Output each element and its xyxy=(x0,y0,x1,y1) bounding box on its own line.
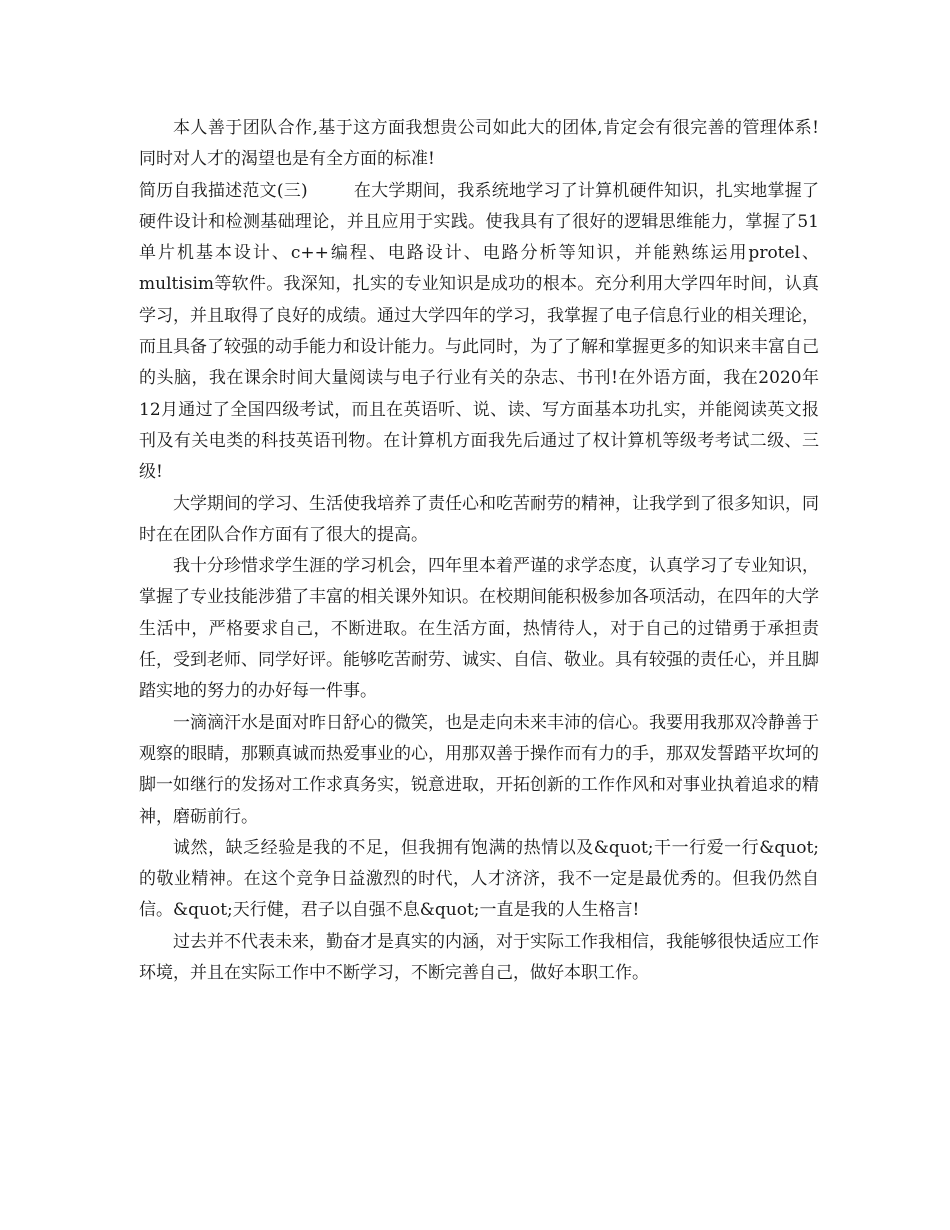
section-heading: 简历自我描述范文(三) xyxy=(139,180,308,201)
paragraph-teamwork: 本人善于团队合作,基于这方面我想贵公司如此大的团体,肯定会有很完善的管理体系!同时对人才的渴望也是有全方面的标准! xyxy=(139,118,819,170)
paragraph-university-text: 在大学期间，我系统地学习了计算机硬件知识，扎实地掌握了硬件设计和检测基础理论，并且应用于实践。使我具有了很好的逻辑思维能力，掌握了51单片机基本设计、c++编程、电路设计、电路分析等知识，并能熟练运用protel、multisim等软件。我深知，扎实的专业知识是成功的根本。充分利用大学四年时间，认真学习，并且取得了良好的成绩。通过大学四年的学习，我掌握了电子信息行业的相关理论，而且具备了较强的动手能力和设计能力。与此同时，为了了解和掌握更多的知识来丰富自己的头脑，我在课余时间大量阅读与电子行业有关的杂志、书刊!在外语方面，我在2020年12月通过了全国四级考试，而且在英语听、说、读、写方面基本功扎实，并能阅读英文报刊及有关电类的科技英语刊物。在计算机方面我先后通过了权计算机等级考考试二级、三级! xyxy=(139,180,819,483)
paragraph-sweat-and-confidence: 一滴滴汗水是面对昨日舒心的微笑，也是走向未来丰沛的信心。我要用我那双冷静善于观察的眼睛，那颗真诚而热爱事业的心，用那双善于操作而有力的手，那双发誓踏平坎坷的脚一如继行的发扬对工作求真务实，锐意进取，开拓创新的工作作风和对事业执着追求的精神，磨砺前行。 xyxy=(139,712,819,827)
paragraph-learning-opportunity: 我十分珍惜求学生涯的学习机会，四年里本着严谨的求学态度，认真学习了专业知识，掌握了专业技能涉猎了丰富的相关课外知识。在校期间能积极参加各项活动，在四年的大学生活中，严格要求自己，不断进取。在生活方面，热情待人，对于自己的过错勇于承担责任，受到老师、同学好评。能够吃苦耐劳、诚实、自信、敬业。具有较强的责任心，并且脚踏实地的努力的办好每一件事。 xyxy=(139,556,819,702)
paragraph-future-work: 过去并不代表未来，勤奋才是真实的内涵，对于实际工作我相信，我能够很快适应工作环境，并且在实际工作中不断学习，不断完善自己，做好本职工作。 xyxy=(139,931,819,984)
paragraph-responsibility: 大学期间的学习、生活使我培养了责任心和吃苦耐劳的精神，让我学到了很多知识，同时在在团队合作方面有了很大的提高。 xyxy=(139,493,819,545)
paragraph-university-study xyxy=(139,176,819,489)
document-body xyxy=(139,113,819,989)
paragraph-enthusiasm: 诚然，缺乏经验是我的不足，但我拥有饱满的热情以及&quot;干一行爱一行&quot;的敬业精神。在这个竞争日益激烈的时代，人才济济，我不一定是最优秀的。但我仍然自信。&quot;天行健，君子以自强不息&quot;一直是我的人生格言! xyxy=(139,837,819,921)
